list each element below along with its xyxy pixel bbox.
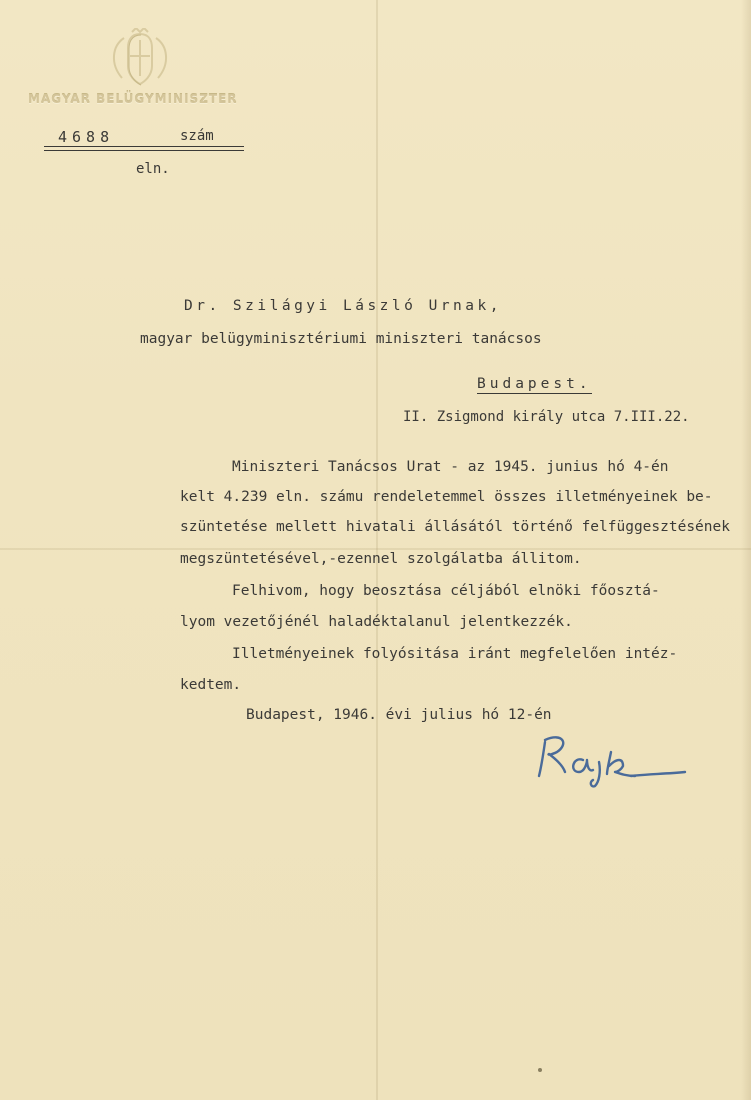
reference-rule bbox=[44, 146, 244, 147]
body-line: szüntetése mellett hivatali állásától történő felfüggesztésének bbox=[180, 519, 730, 535]
body-line: kedtem. bbox=[180, 677, 242, 693]
body-line: Miniszteri Tanácsos Urat - az 1945. junius hó 4-én bbox=[232, 459, 669, 475]
coat-of-arms-emblem bbox=[100, 28, 180, 90]
addressee-street: II. Zsigmond király utca 7.III.22. bbox=[403, 409, 690, 425]
reference-rule-double bbox=[44, 150, 244, 151]
pencil-mark bbox=[538, 1068, 542, 1072]
body-line: Illetményeinek folyósitása iránt megfelelően intéz- bbox=[232, 646, 678, 662]
paper-edge-shadow bbox=[741, 0, 751, 1100]
addressee-title: magyar belügyminisztériumi miniszteri tanácsos bbox=[140, 331, 542, 347]
reference-number: 4688 bbox=[58, 128, 115, 146]
handwritten-signature bbox=[535, 722, 695, 802]
department-code: eln. bbox=[136, 161, 170, 177]
fold-crease-vertical bbox=[376, 0, 378, 1100]
body-line: Felhivom, hogy beosztása céljából elnöki főosztá- bbox=[232, 583, 660, 599]
fold-crease-horizontal bbox=[0, 548, 751, 550]
body-line: kelt 4.239 eln. számu rendeletemmel összes illetményeinek be- bbox=[180, 489, 713, 505]
body-line: megszüntetésével,-ezennel szolgálatba állitom. bbox=[180, 551, 582, 567]
addressee-city: Budapest. bbox=[477, 376, 592, 392]
date-line: Budapest, 1946. évi julius hó 12-én bbox=[246, 707, 552, 723]
ministry-letterhead: MAGYAR BELÜGYMINISZTER bbox=[28, 92, 238, 106]
addressee-name: Dr. Szilágyi László Urnak, bbox=[184, 298, 502, 314]
body-line: lyom vezetőjénél haladéktalanul jelentkezzék. bbox=[180, 614, 573, 630]
reference-number-suffix: szám bbox=[180, 128, 214, 144]
